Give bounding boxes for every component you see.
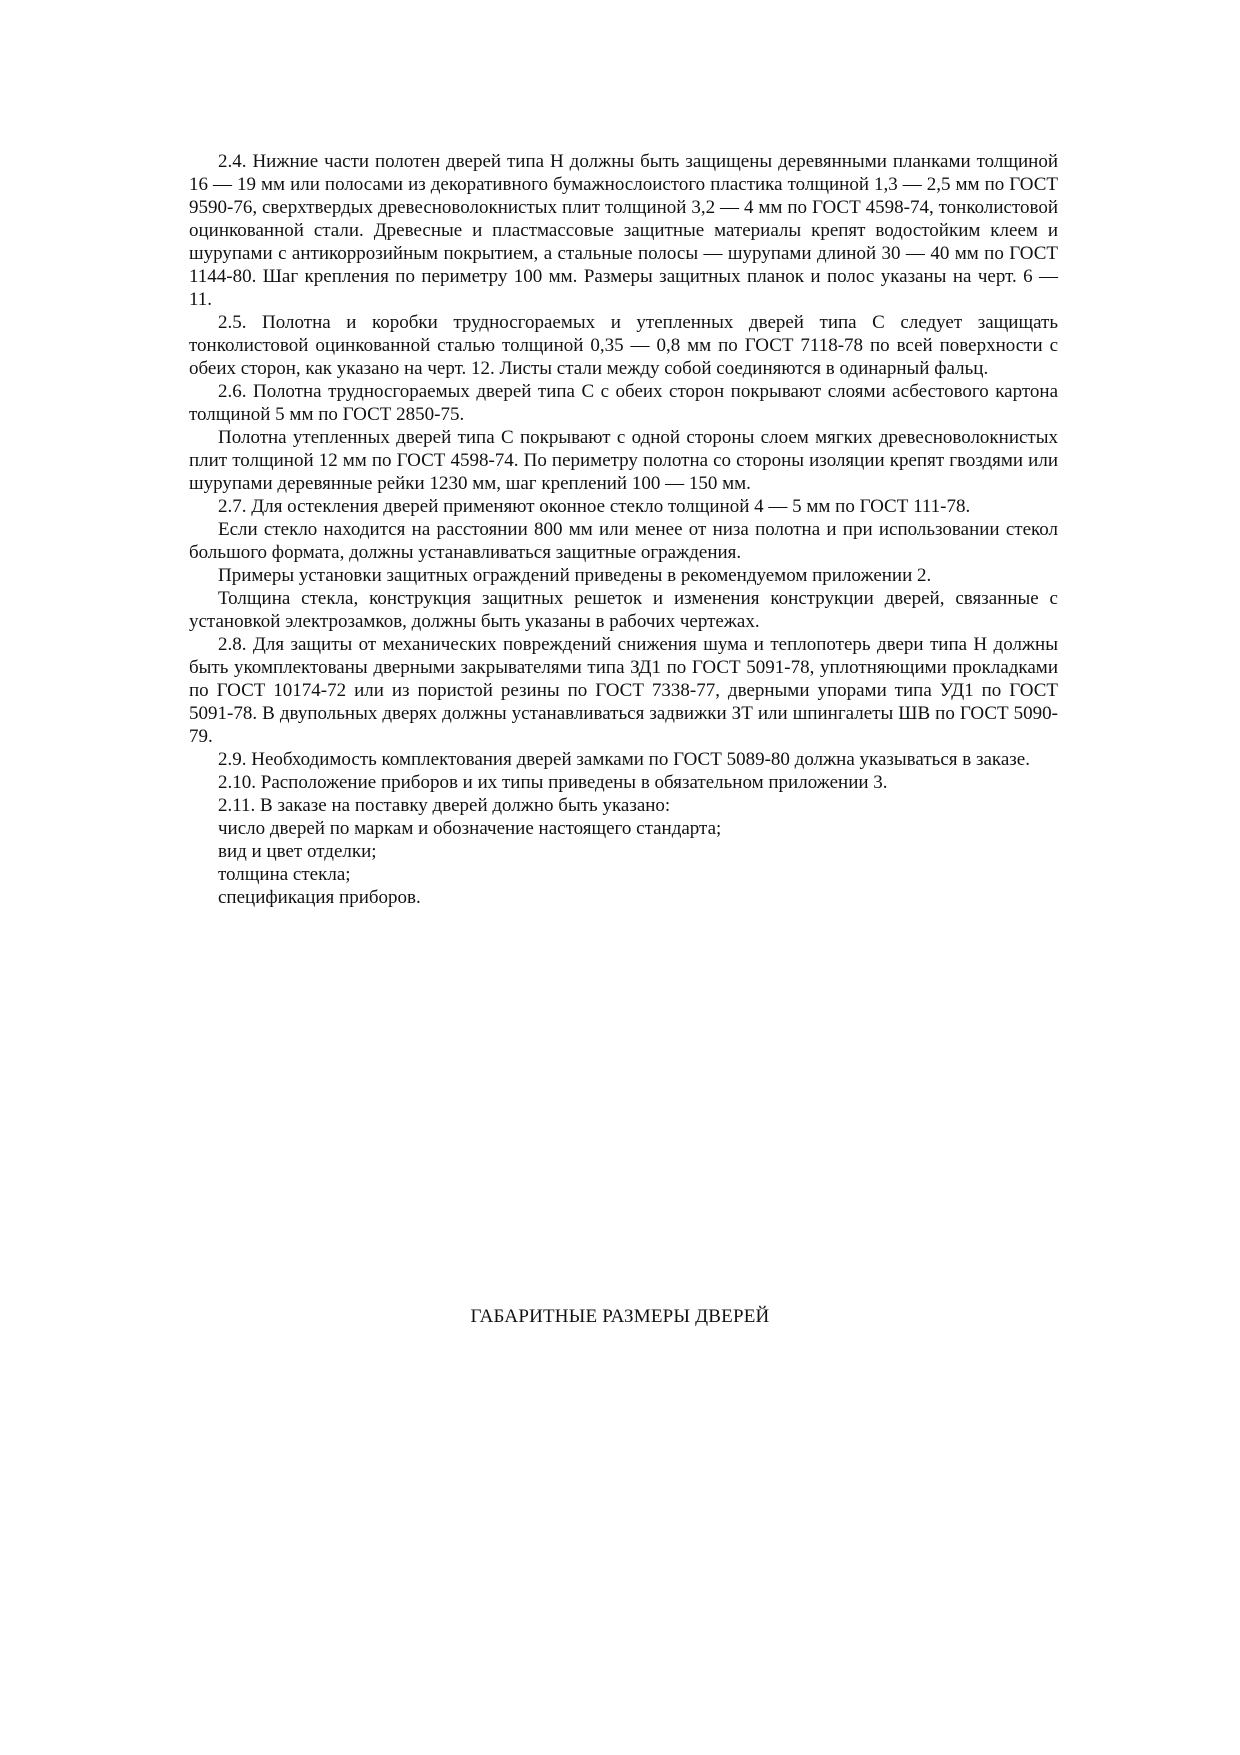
paragraph-insulated-doors: Полотна утепленных дверей типа С покрывают с одной стороны слоем мягких древесноволокнистых плит толщиной 12 мм по ГОСТ 4598-74. По периметру полотна со стороны изоляции крепят гвоздями или шурупами деревянные рейки 1230 мм, шаг креплений 100 — 150 мм. bbox=[189, 427, 1058, 494]
paragraph-2-9: 2.9. Необходимость комплектования дверей замками по ГОСТ 5089-80 должна указываться в заказе. bbox=[218, 749, 1030, 770]
order-item-glass: толщина стекла; bbox=[218, 864, 351, 885]
paragraph-2-11: 2.11. В заказе на поставку дверей должно быть указано: bbox=[218, 795, 671, 816]
paragraph-glass-distance: Если стекло находится на расстоянии 800 мм или менее от низа полотна и при использовании стекол большого формата, должны устанавливаться защитные ограждения. bbox=[189, 519, 1058, 563]
paragraph-2-8: 2.8. Для защиты от механических повреждений снижения шума и теплопотерь двери типа Н должны быть укомплектованы дверными закрывателями типа ЗД1 по ГОСТ 5091-78, уплотняющими прокладками по ГОСТ 10174-72 или из пористой резины по ГОСТ 7338-77, дверными упорами типа УД1 по ГОСТ 5091-78. В двупольных дверях должны устанавливаться задвижки ЗТ или шпингалеты ШВ по ГОСТ 5090-79. bbox=[189, 634, 1058, 747]
paragraph-2-5: 2.5. Полотна и коробки трудносгораемых и утепленных дверей типа С следует защищать тонколистовой оцинкованной сталью толщиной 0,35 — 0,8 мм по ГОСТ 7118-78 по всей поверхности с обеих сторон, как указано на черт. 12. Листы стали между собой соединяются в одинарный фальц. bbox=[189, 312, 1058, 379]
document-body bbox=[189, 150, 1058, 909]
paragraph-2-4: 2.4. Нижние части полотен дверей типа Н должны быть защищены деревянными планками толщиной 16 — 19 мм или полосами из декоративного бумажнослоистого пластика толщиной 1,3 — 2,5 мм по ГОСТ 9590-76, сверхтвердых древесноволокнистых плит толщиной 3,2 — 4 мм по ГОСТ 4598-74, тонколистовой оцинкованной стали. Древесные и пластмассовые защитные материалы крепят водостойким клеем и шурупами с антикоррозийным покрытием, а стальные полосы — шурупами длиной 30 — 40 мм по ГОСТ 1144-80. Шаг крепления по периметру 100 мм. Размеры защитных планок и полос указаны на черт. 6 — 11. bbox=[189, 151, 1058, 310]
paragraph-2-6: 2.6. Полотна трудносгораемых дверей типа С с обеих сторон покрывают слоями асбестового картона толщиной 5 мм по ГОСТ 2850-75. bbox=[189, 381, 1058, 425]
paragraph-2-10: 2.10. Расположение приборов и их типы приведены в обязательном приложении 3. bbox=[218, 772, 888, 793]
paragraph-guard-examples: Примеры установки защитных ограждений приведены в рекомендуемом приложении 2. bbox=[218, 565, 932, 586]
paragraph-2-7: 2.7. Для остекления дверей применяют оконное стекло толщиной 4 — 5 мм по ГОСТ 111-78. bbox=[218, 496, 971, 517]
order-item-finish: вид и цвет отделки; bbox=[218, 841, 377, 862]
paragraph-glass-thickness: Толщина стекла, конструкция защитных решеток и изменения конструкции дверей, связанные с установкой электрозамков, должны быть указаны в рабочих чертежах. bbox=[189, 588, 1058, 632]
order-item-hardware: спецификация приборов. bbox=[218, 887, 421, 908]
order-item-doors-count: число дверей по маркам и обозначение настоящего стандарта; bbox=[218, 818, 722, 839]
section-heading: ГАБАРИТНЫЕ РАЗМЕРЫ ДВЕРЕЙ bbox=[470, 1306, 770, 1327]
